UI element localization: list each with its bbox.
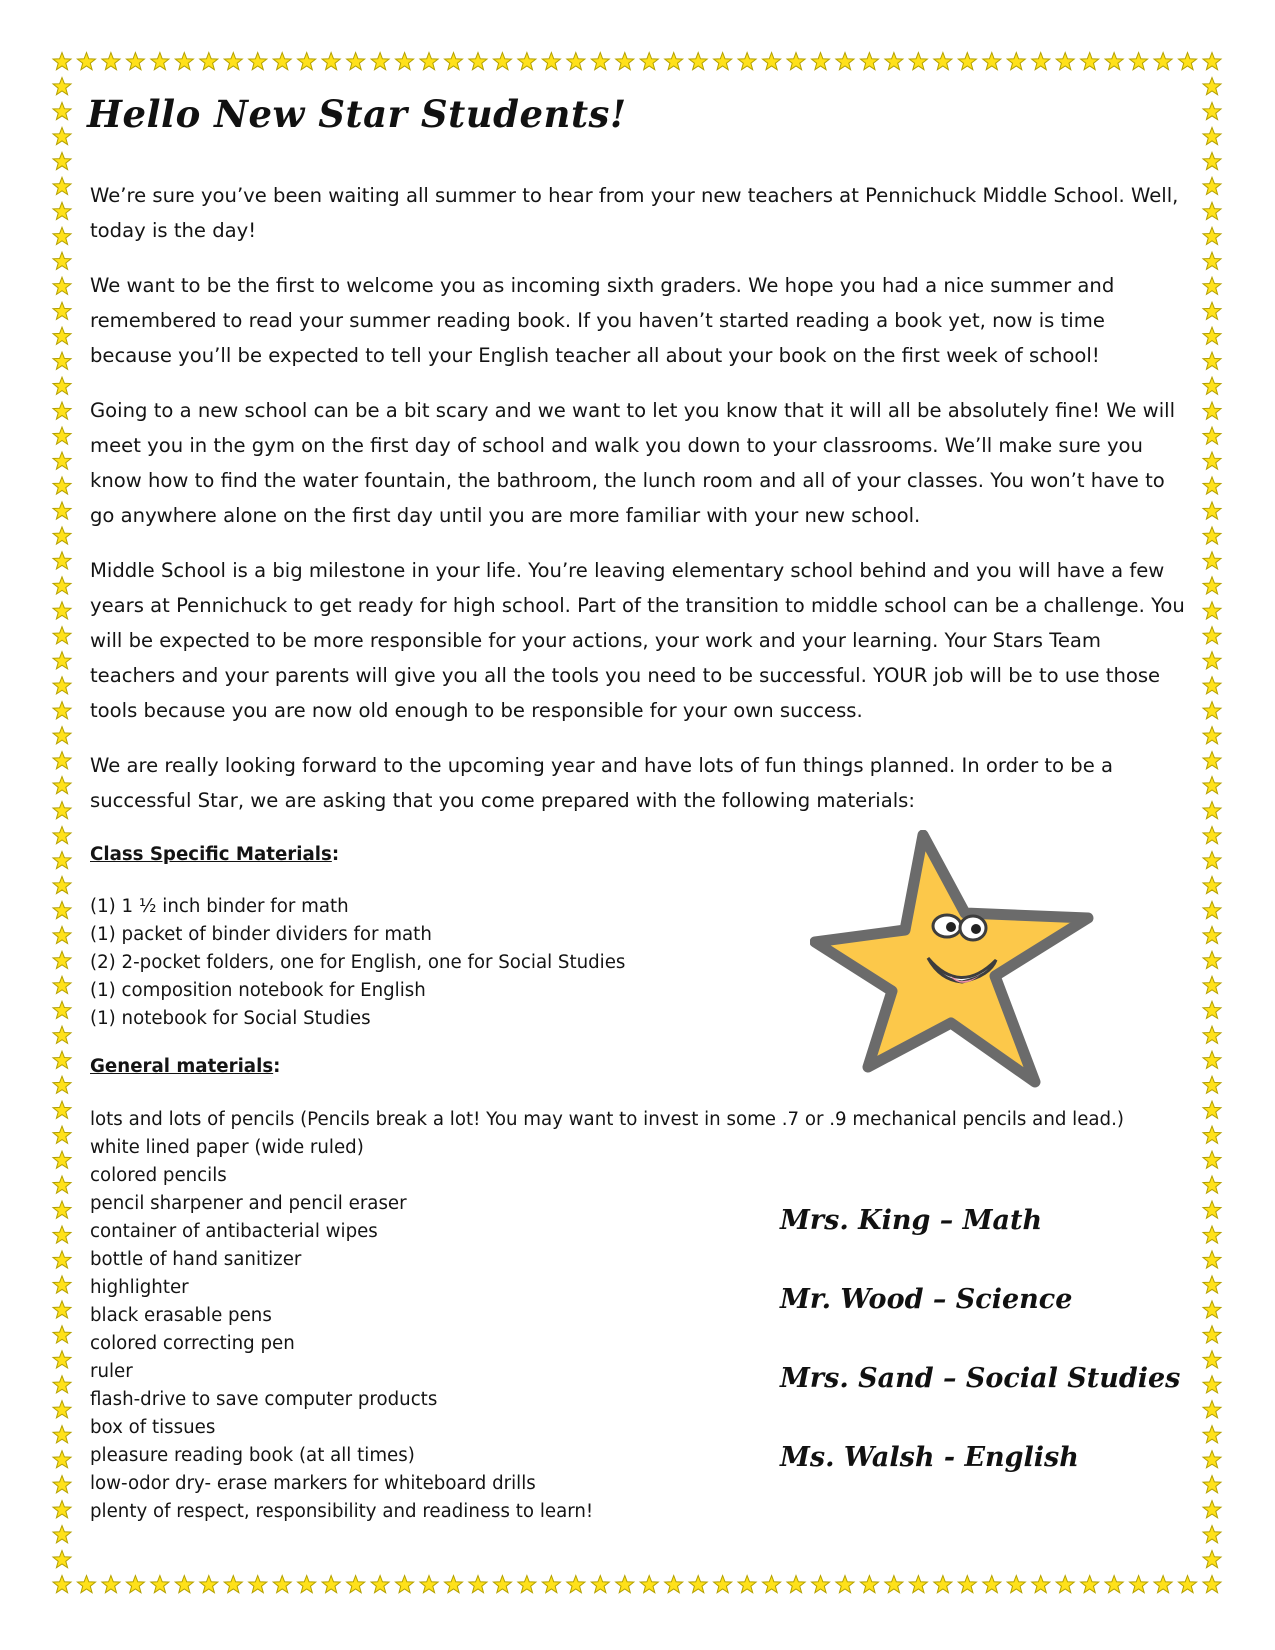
border-star-icon — [1203, 1051, 1221, 1068]
border-star-icon — [53, 127, 71, 144]
class-materials-list — [90, 893, 625, 1033]
border-star-icon — [273, 53, 291, 70]
border-star-icon — [1203, 926, 1221, 943]
border-star-icon — [1203, 1551, 1221, 1568]
border-star-icon — [200, 1576, 218, 1593]
list-item: container of antibacterial wipes — [90, 1221, 378, 1242]
border-star-icon — [836, 53, 854, 70]
border-star-icon — [53, 177, 71, 194]
border-star-icon — [445, 1576, 463, 1593]
paragraph-intro: We’re sure you’ve been waiting all summer to hear from your new teachers at Pennichuck Middle School. Well, today is the day! — [90, 184, 1179, 242]
border-star-icon — [322, 53, 340, 70]
border-star-icon — [53, 252, 71, 269]
border-star-icon — [53, 577, 71, 594]
border-star-icon — [53, 552, 71, 569]
border-star-icon — [542, 1576, 560, 1593]
border-star-icon — [763, 53, 781, 70]
border-star-icon — [469, 1576, 487, 1593]
border-star-icon — [1203, 901, 1221, 918]
signature-social-studies-teacher: Mrs. Sand – Social Studies — [780, 1363, 1181, 1394]
border-star-icon — [1007, 1576, 1025, 1593]
border-star-icon — [640, 53, 658, 70]
border-star-icon — [1203, 527, 1221, 544]
border-star-icon — [1203, 727, 1221, 744]
mascot-right-pupil — [971, 924, 981, 934]
border-star-icon — [1179, 53, 1197, 70]
border-star-icon — [1203, 627, 1221, 644]
border-star-icon — [53, 1251, 71, 1268]
border-star-icon — [53, 227, 71, 244]
border-star-icon — [347, 53, 365, 70]
border-star-icon — [53, 677, 71, 694]
paragraph-welcome: We want to be the first to welcome you as incoming sixth graders. We hope you had a nice summer and remembered to read your summer reading book. If you haven’t started reading a book yet, now is time because you’ll be expected to tell your English teacher all about your book on the first week of school! — [90, 274, 1115, 367]
border-star-icon — [1203, 1526, 1221, 1543]
border-star-icon — [1203, 951, 1221, 968]
border-star-icon — [371, 53, 389, 70]
border-star-icon — [787, 53, 805, 70]
border-star-icon — [396, 53, 414, 70]
border-star-icon — [53, 1101, 71, 1118]
list-item: (1) notebook for Social Studies — [90, 1008, 371, 1029]
border-star-icon — [1203, 402, 1221, 419]
border-star-icon — [1203, 752, 1221, 769]
list-item: ruler — [90, 1361, 133, 1382]
border-star-icon — [298, 53, 316, 70]
list-item: low-odor dry- erase markers for whiteboard drills — [90, 1473, 536, 1494]
border-star-icon — [1203, 827, 1221, 844]
border-star-icon — [1203, 702, 1221, 719]
border-star-icon — [1203, 677, 1221, 694]
border-star-icon — [420, 53, 438, 70]
list-item: pencil sharpener and pencil eraser — [90, 1193, 407, 1214]
border-star-icon — [53, 1476, 71, 1493]
border-star-icon — [53, 951, 71, 968]
border-star-icon — [102, 53, 120, 70]
border-star-icon — [53, 1526, 71, 1543]
border-star-icon — [860, 1576, 878, 1593]
border-star-icon — [322, 1576, 340, 1593]
border-star-icon — [53, 402, 71, 419]
border-star-icon — [151, 53, 169, 70]
border-star-icon — [1203, 477, 1221, 494]
border-star-icon — [53, 702, 71, 719]
border-star-icon — [1203, 277, 1221, 294]
list-item: (2) 2-pocket folders, one for English, one for Social Studies — [90, 952, 626, 973]
border-star-icon — [591, 53, 609, 70]
border-star-icon — [53, 1076, 71, 1093]
border-star-icon — [53, 1026, 71, 1043]
intro-paragraphs — [90, 178, 1190, 838]
list-item: (1) 1 ½ inch binder for math — [90, 896, 349, 917]
border-star-icon — [53, 202, 71, 219]
border-star-icon — [1203, 502, 1221, 519]
border-star-icon — [1203, 1576, 1221, 1593]
border-star-icon — [298, 1576, 316, 1593]
border-star-icon — [1130, 1576, 1148, 1593]
border-star-icon — [860, 53, 878, 70]
border-star-icon — [53, 1451, 71, 1468]
signature-math-teacher: Mrs. King – Math — [780, 1205, 1043, 1236]
border-star-icon — [53, 1376, 71, 1393]
border-star-icon — [53, 1176, 71, 1193]
border-star-icon — [53, 1126, 71, 1143]
border-star-icon — [53, 976, 71, 993]
border-star-icon — [812, 1576, 830, 1593]
border-star-icon — [934, 1576, 952, 1593]
border-star-icon — [53, 1351, 71, 1368]
border-star-icon — [347, 1576, 365, 1593]
border-star-icon — [53, 452, 71, 469]
border-star-icon — [689, 53, 707, 70]
border-star-icon — [616, 53, 634, 70]
border-star-icon — [493, 53, 511, 70]
list-item: highlighter — [90, 1277, 189, 1298]
paragraph-milestone: Middle School is a big milestone in your life. You’re leaving elementary school behind and you will have a few years at Pennichuck to get ready for high school. Part of the transition to middle school can be a challenge. You will be expected to be more responsible for your actions, your work and your learning. Your Stars Team teachers and your parents will give you all the tools you need to be successful. YOUR job will be to use those tools because you are now old enough to be responsible for your own success. — [90, 559, 1185, 722]
border-star-icon — [983, 1576, 1001, 1593]
border-star-icon — [175, 1576, 193, 1593]
border-star-icon — [53, 752, 71, 769]
border-star-icon — [493, 1576, 511, 1593]
list-item: plenty of respect, responsibility and readiness to learn! — [90, 1501, 594, 1522]
border-star-icon — [53, 152, 71, 169]
border-star-icon — [126, 1576, 144, 1593]
border-star-icon — [53, 1001, 71, 1018]
border-star-icon — [1130, 53, 1148, 70]
border-star-icon — [53, 652, 71, 669]
paragraph-new-school: Going to a new school can be a bit scary and we want to let you know that it will all be absolutely fine! We will meet you in the gym on the first day of school and walk you down to your classrooms. We’ll make sure you know how to find the water fountain, the bathroom, the lunch room and all of your classes. You won’t have to go anywhere alone on the first day until you are more familiar with your new school. — [90, 399, 1176, 527]
border-star-icon — [53, 602, 71, 619]
border-star-icon — [1203, 452, 1221, 469]
border-star-icon — [1203, 152, 1221, 169]
border-star-icon — [1203, 852, 1221, 869]
border-star-icon — [1203, 1151, 1221, 1168]
border-star-icon — [1105, 53, 1123, 70]
border-star-icon — [714, 53, 732, 70]
paragraph-materials: We are really looking forward to the upcoming year and have lots of fun things planned. In order to be a successful Star, we are asking that you come prepared with the following materials: — [90, 754, 1113, 812]
border-star-icon — [1203, 652, 1221, 669]
border-star-icon — [53, 302, 71, 319]
border-star-icon — [1154, 1576, 1172, 1593]
general-materials-heading: General materials: — [90, 1056, 281, 1077]
border-star-icon — [53, 777, 71, 794]
list-item: lots and lots of pencils (Pencils break a lot! You may want to invest in some .7 or .9 mechanical pencils and lead.) — [90, 1109, 1124, 1130]
border-star-icon — [53, 1151, 71, 1168]
border-star-icon — [542, 53, 560, 70]
smiling-star-mascot — [810, 830, 1130, 1100]
border-star-icon — [1203, 1001, 1221, 1018]
border-star-icon — [1203, 602, 1221, 619]
border-star-icon — [1203, 202, 1221, 219]
border-star-icon — [1203, 802, 1221, 819]
border-star-icon — [53, 1201, 71, 1218]
border-star-icon — [53, 527, 71, 544]
border-star-icon — [909, 53, 927, 70]
border-star-icon — [1203, 252, 1221, 269]
border-star-icon — [1179, 1576, 1197, 1593]
border-star-icon — [200, 53, 218, 70]
border-star-icon — [640, 1576, 658, 1593]
border-star-icon — [53, 102, 71, 119]
border-star-icon — [665, 1576, 683, 1593]
border-star-icon — [1105, 1576, 1123, 1593]
border-star-icon — [53, 1051, 71, 1068]
border-star-icon — [445, 53, 463, 70]
border-star-icon — [738, 53, 756, 70]
border-star-icon — [1007, 53, 1025, 70]
border-star-icon — [591, 1576, 609, 1593]
border-star-icon — [958, 1576, 976, 1593]
border-star-icon — [885, 1576, 903, 1593]
border-star-icon — [1203, 876, 1221, 893]
border-star-icon — [273, 1576, 291, 1593]
border-star-icon — [518, 53, 536, 70]
border-star-icon — [1203, 352, 1221, 369]
border-star-icon — [689, 1576, 707, 1593]
border-star-icon — [616, 1576, 634, 1593]
list-item: colored pencils — [90, 1165, 227, 1186]
border-star-icon — [738, 1576, 756, 1593]
list-item: pleasure reading book (at all times) — [90, 1445, 415, 1466]
border-star-icon — [420, 1576, 438, 1593]
border-star-icon — [1032, 1576, 1050, 1593]
page-title: Hello New Star Students! — [87, 92, 627, 136]
border-star-icon — [1154, 53, 1172, 70]
signature-english-teacher: Ms. Walsh - English — [780, 1442, 1079, 1473]
signature-science-teacher: Mr. Wood – Science — [780, 1284, 1073, 1315]
border-star-icon — [53, 352, 71, 369]
border-star-icon — [469, 53, 487, 70]
border-star-icon — [53, 1401, 71, 1418]
border-star-icon — [958, 53, 976, 70]
border-star-icon — [53, 926, 71, 943]
list-item: white lined paper (wide ruled) — [90, 1137, 364, 1158]
border-star-icon — [518, 1576, 536, 1593]
border-star-icon — [77, 1576, 95, 1593]
border-star-icon — [567, 1576, 585, 1593]
list-item: bottle of hand sanitizer — [90, 1249, 302, 1270]
border-star-icon — [1081, 1576, 1099, 1593]
border-star-icon — [53, 1426, 71, 1443]
border-star-icon — [249, 1576, 267, 1593]
border-star-icon — [53, 377, 71, 394]
border-star-icon — [983, 53, 1001, 70]
border-star-icon — [371, 1576, 389, 1593]
border-star-icon — [53, 852, 71, 869]
border-star-icon — [763, 1576, 781, 1593]
border-star-icon — [53, 876, 71, 893]
border-star-icon — [1203, 1101, 1221, 1118]
border-star-icon — [53, 1551, 71, 1568]
border-star-icon — [1203, 1026, 1221, 1043]
mascot-star-body — [815, 835, 1088, 1082]
border-star-icon — [53, 502, 71, 519]
mascot-left-pupil — [946, 922, 956, 932]
border-star-icon — [1203, 1126, 1221, 1143]
class-materials-heading: Class Specific Materials: — [90, 844, 340, 865]
border-star-icon — [1203, 78, 1221, 95]
border-star-icon — [1056, 1576, 1074, 1593]
list-item: box of tissues — [90, 1417, 216, 1438]
border-star-icon — [396, 1576, 414, 1593]
border-star-icon — [1203, 127, 1221, 144]
border-star-icon — [53, 477, 71, 494]
border-star-icon — [1056, 53, 1074, 70]
border-star-icon — [1203, 1176, 1221, 1193]
border-star-icon — [885, 53, 903, 70]
border-star-icon — [1203, 327, 1221, 344]
border-star-icon — [102, 1576, 120, 1593]
border-star-icon — [53, 1276, 71, 1293]
border-star-icon — [53, 827, 71, 844]
border-star-icon — [1203, 777, 1221, 794]
border-star-icon — [1203, 427, 1221, 444]
border-star-icon — [53, 53, 71, 70]
list-item: colored correcting pen — [90, 1333, 295, 1354]
border-star-icon — [567, 53, 585, 70]
border-star-icon — [1203, 377, 1221, 394]
border-star-icon — [714, 1576, 732, 1593]
border-star-icon — [53, 78, 71, 95]
border-star-icon — [53, 1326, 71, 1343]
list-item: (1) composition notebook for English — [90, 980, 426, 1001]
border-star-icon — [909, 1576, 927, 1593]
border-star-icon — [1203, 1076, 1221, 1093]
border-star-icon — [1203, 302, 1221, 319]
border-star-icon — [53, 1301, 71, 1318]
border-star-icon — [249, 53, 267, 70]
border-star-icon — [836, 1576, 854, 1593]
border-star-icon — [53, 1226, 71, 1243]
border-star-icon — [53, 1501, 71, 1518]
border-star-icon — [53, 1576, 71, 1593]
border-star-icon — [175, 53, 193, 70]
border-star-icon — [224, 53, 242, 70]
border-star-icon — [1203, 102, 1221, 119]
list-item: black erasable pens — [90, 1305, 272, 1326]
border-star-icon — [53, 802, 71, 819]
border-star-icon — [1203, 552, 1221, 569]
border-star-icon — [53, 727, 71, 744]
border-star-icon — [126, 53, 144, 70]
border-star-icon — [934, 53, 952, 70]
border-star-icon — [77, 53, 95, 70]
border-star-icon — [53, 627, 71, 644]
border-star-icon — [1032, 53, 1050, 70]
border-star-icon — [1081, 53, 1099, 70]
border-star-icon — [53, 901, 71, 918]
border-star-icon — [1203, 227, 1221, 244]
teacher-signatures — [780, 1203, 1220, 1519]
border-star-icon — [224, 1576, 242, 1593]
border-star-icon — [812, 53, 830, 70]
border-star-icon — [151, 1576, 169, 1593]
border-star-icon — [1203, 53, 1221, 70]
border-star-icon — [1203, 976, 1221, 993]
border-star-icon — [787, 1576, 805, 1593]
border-star-icon — [53, 277, 71, 294]
border-star-icon — [665, 53, 683, 70]
border-star-icon — [53, 327, 71, 344]
border-star-icon — [1203, 577, 1221, 594]
border-star-icon — [1203, 177, 1221, 194]
border-star-icon — [53, 427, 71, 444]
list-item: flash-drive to save computer products — [90, 1389, 438, 1410]
list-item: (1) packet of binder dividers for math — [90, 924, 432, 945]
